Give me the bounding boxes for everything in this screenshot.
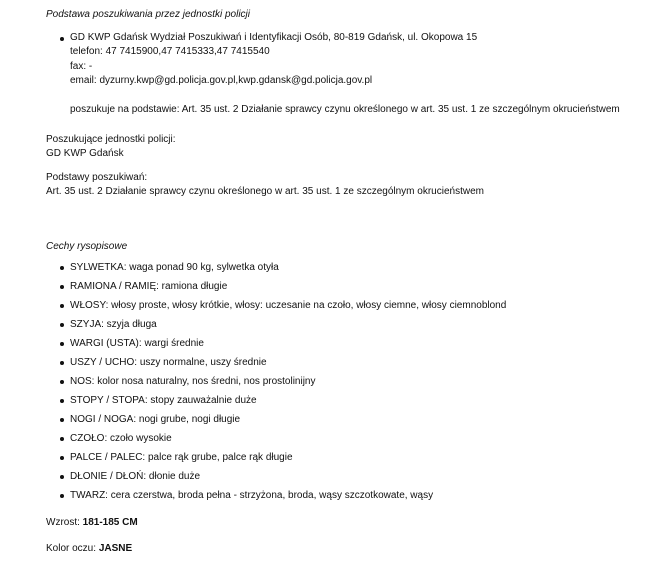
features-title: Cechy rysopisowe — [46, 241, 128, 252]
feature-text: NOS: kolor nosa naturalny, nos średni, nos prostolinijny — [70, 376, 316, 387]
search-grounds-value: Art. 35 ust. 2 Działanie sprawcy czynu określonego w art. 35 ust. 1 ze szczególnym okrucieństwem — [46, 186, 484, 197]
height-value: 181-185 CM — [82, 517, 138, 528]
searching-units-value: GD KWP Gdańsk — [46, 148, 124, 159]
searching-units-label: Poszukujące jednostki policji: — [46, 134, 176, 145]
search-basis-title: Podstawa poszukiwania przez jednostki policji — [46, 9, 250, 20]
eye-color-label: Kolor oczu: — [46, 543, 97, 554]
feature-text: USZY / UCHO: uszy normalne, uszy średnie — [70, 357, 267, 368]
feature-text: RAMIONA / RAMIĘ: ramiona długie — [70, 281, 228, 292]
police-unit-email: email: dyzurny.kwp@gd.policja.gov.pl,kwp.gdansk@gd.policja.gov.pl — [70, 75, 373, 86]
list-item — [0, 357, 655, 376]
feature-text: NOGI / NOGA: nogi grube, nogi długie — [70, 414, 241, 425]
police-unit-name: GD KWP Gdańsk Wydział Poszukiwań i Identyfikacji Osób, 80-819 Gdańsk, ul. Okopowa 15 — [70, 32, 478, 43]
list-item — [0, 338, 655, 357]
feature-text: SZYJA: szyja długa — [70, 319, 157, 330]
feature-text: CZOŁO: czoło wysokie — [70, 433, 172, 444]
list-item — [0, 262, 655, 281]
bullet-icon — [60, 380, 64, 384]
police-unit-basis: poszukuje na podstawie: Art. 35 ust. 2 Działanie sprawcy czynu określonego w art. 35 ust. 1 ze szczególnym okrucieństwem — [70, 104, 620, 115]
police-unit-fax: fax: - — [70, 61, 93, 72]
list-item — [0, 452, 655, 471]
list-item — [0, 490, 655, 509]
list-item — [0, 414, 655, 433]
feature-text: SYLWETKA: waga ponad 90 kg, sylwetka otyła — [70, 262, 279, 273]
height-row — [46, 517, 138, 529]
bullet-icon — [60, 342, 64, 346]
eye-color-row — [46, 543, 132, 555]
list-item — [0, 281, 655, 300]
search-grounds-label: Podstawy poszukiwań: — [46, 172, 148, 183]
feature-text: DŁONIE / DŁOŃ: dłonie duże — [70, 471, 201, 482]
feature-text: WŁOSY: włosy proste, włosy krótkie, włosy: uczesanie na czoło, włosy ciemne, włosy ciemnoblond — [70, 300, 507, 311]
bullet-icon — [60, 418, 64, 422]
bullet-icon — [60, 285, 64, 289]
features-list — [0, 262, 655, 509]
list-item — [0, 395, 655, 414]
feature-text: PALCE / PALEC: palce rąk grube, palce rąk długie — [70, 452, 293, 463]
feature-text: STOPY / STOPA: stopy zauważalnie duże — [70, 395, 257, 406]
height-label: Wzrost: — [46, 517, 80, 528]
eye-color-value: JASNE — [98, 543, 133, 554]
bullet-icon — [60, 361, 64, 365]
bullet-icon — [60, 399, 64, 403]
bullet-icon — [60, 475, 64, 479]
list-item — [0, 433, 655, 452]
bullet-icon — [60, 494, 64, 498]
bullet-icon — [60, 456, 64, 460]
bullet-icon — [60, 437, 64, 441]
bullet-icon — [60, 266, 64, 270]
list-item — [0, 376, 655, 395]
feature-text: TWARZ: cera czerstwa, broda pełna - strzyżona, broda, wąsy szczotkowate, wąsy — [70, 490, 434, 501]
bullet-icon — [60, 323, 64, 327]
list-item — [0, 319, 655, 338]
bullet-icon — [60, 37, 64, 41]
list-item — [0, 471, 655, 490]
police-unit-phone: telefon: 47 7415900,47 7415333,47 7415540 — [70, 46, 270, 57]
feature-text: WARGI (USTA): wargi średnie — [70, 338, 204, 349]
bullet-icon — [60, 304, 64, 308]
list-item — [0, 300, 655, 319]
